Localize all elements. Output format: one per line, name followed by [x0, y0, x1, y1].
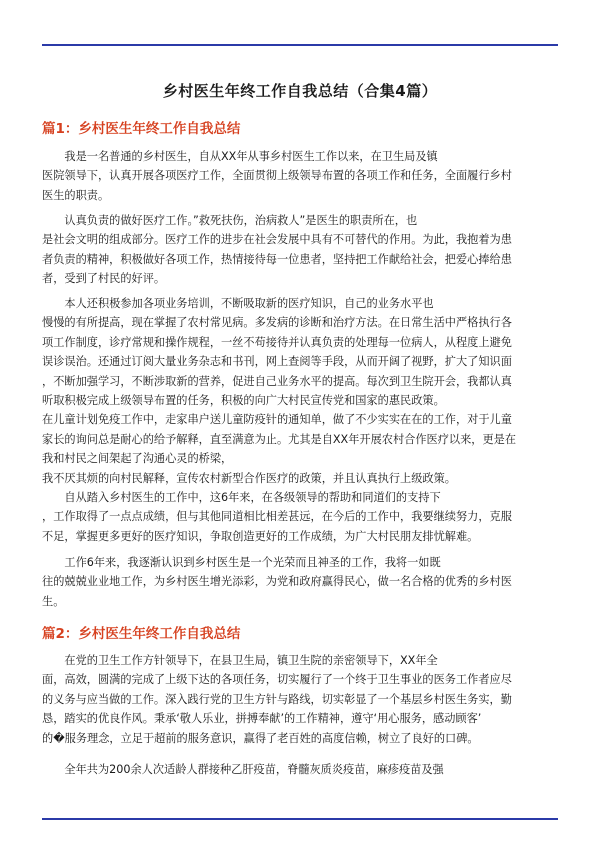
- text-line: 医院领导下，认真开展各项医疗工作，全面贯彻上级领导布置的各项工作和任务，全面履行乡村: [42, 169, 512, 183]
- text-line: 面，高效，圆满的完成了上级下达的各项任务，切实履行了一个终于卫生事业的医务工作者应尽: [42, 673, 512, 687]
- text-line: 在党的卫生工作方针领导下，在县卫生局，镇卫生院的亲密领导下，XX年全: [42, 654, 438, 667]
- text-line: 往的兢兢业业地工作，为乡村医生增光添彩，为党和政府赢得民心，做一名合格的优秀的乡村医: [42, 575, 512, 589]
- text-line: 者负责的精神，积极做好各项工作，热情接待每一位患者，坚持把工作献给社会，把爱心捧给患: [42, 252, 512, 266]
- text-line: 自从踏入乡村医生的工作中，这6年来，在各级领导的帮助和同道们的支持下: [42, 491, 441, 504]
- section-1-heading: 篇1：乡村医生年终工作自我总结: [42, 121, 241, 137]
- text-line: 项工作制度，诊疗常规和操作规程，一丝不苟接待并认真负责的处理每一位病人，从程度上避免: [42, 335, 512, 349]
- text-line: 我是一名普通的乡村医生，自从XX年从事乡村医生工作以来，在卫生局及镇: [42, 150, 438, 163]
- bottom-divider: [42, 818, 558, 820]
- text-line: 我不厌其烦的向村民解释，宣传农村新型合作医疗的政策，并且认真执行上级政策。: [42, 471, 456, 485]
- text-line: ，工作取得了一点点成绩，但与其他同道相比相差甚远，在今后的工作中，我要继续努力，克服: [42, 510, 512, 524]
- section-2-heading: 篇2：乡村医生年终工作自我总结: [42, 626, 241, 642]
- text-line: 是社会文明的组成部分。医疗工作的进步在社会发展中具有不可替代的作用。为此，我抱着为患: [42, 233, 512, 247]
- text-line: 我和村民之间架起了沟通心灵的桥梁，: [42, 452, 233, 466]
- text-line: 在儿童计划免疫工作中，走家串户送儿童防疫针的通知单，做了不少实实在在的工作，对于儿童: [42, 413, 512, 427]
- section-2-paragraph-1: [42, 651, 558, 748]
- text-line: 全年共为200余人次适龄人群接种乙肝疫苗，脊髓灰质炎疫苗，麻疹疫苗及强: [42, 763, 444, 776]
- text-line: 慢慢的有所提高，现在掌握了农村常见病。多发病的诊断和治疗方法。在日常生活中严格执行各: [42, 316, 512, 330]
- text-line: 不足，掌握更多更好的医疗知识，争取创造更好的工作成绩，为广大村民朋友排忧解难。: [42, 529, 479, 543]
- section-1-paragraph-3: [42, 294, 558, 488]
- top-divider: [42, 44, 558, 46]
- text-line: 认真负责的做好医疗工作。”救死扶伤，治病救人”是医生的职责所在，也: [42, 214, 418, 227]
- section-1-paragraph-2: [42, 211, 558, 289]
- text-line: 的义务与应当做的工作。深入践行党的卫生方针与路线，切实彰显了一个基层乡村医生务实，勤: [42, 692, 512, 706]
- text-line: 医生的职责。: [42, 188, 110, 202]
- text-line: 听取积极完成上级领导布置的任务，积极的向广大村民宣传党和国家的惠民政策。: [42, 394, 445, 408]
- text-line: 本人还积极参加各项业务培训，不断吸取新的医疗知识，自己的业务水平也: [42, 297, 434, 310]
- text-line: 恳，踏实的优良作风。秉承‘敬人乐业，拼搏奉献’的工作精神，遵守‘用心服务，感动顾客’: [42, 712, 482, 726]
- section-2-paragraph-2: [42, 760, 558, 779]
- text-line: 工作6年来，我逐渐认识到乡村医生是一个光荣而且神圣的工作，我将一如既: [42, 556, 441, 569]
- text-line: 家长的询问总是耐心的给予解释，直至满意为止。尤其是自XX年开展农村合作医疗以来，更是在: [42, 432, 517, 446]
- section-1-paragraph-4: [42, 488, 558, 546]
- section-1-paragraph-5: [42, 553, 558, 611]
- section-1-paragraph-1: [42, 147, 558, 205]
- text-line: 者，受到了村民的好评。: [42, 272, 166, 286]
- text-line: 误诊误治。还通过订阅大量业务杂志和书刊，网上查阅等手段，从而开阔了视野，扩大了知识面: [42, 355, 512, 369]
- text-line: ，不断加强学习，不断涉取新的营养，促进自己业务水平的提高。每次到卫生院开会，我都认真: [42, 374, 512, 388]
- document-title: 乡村医生年终工作自我总结（合集4篇）: [162, 82, 438, 100]
- text-line: 的�服务理念，立足于超前的服务意识，赢得了老百姓的高度信赖，树立了良好的口碑。: [42, 731, 479, 745]
- text-line: 生。: [42, 594, 65, 608]
